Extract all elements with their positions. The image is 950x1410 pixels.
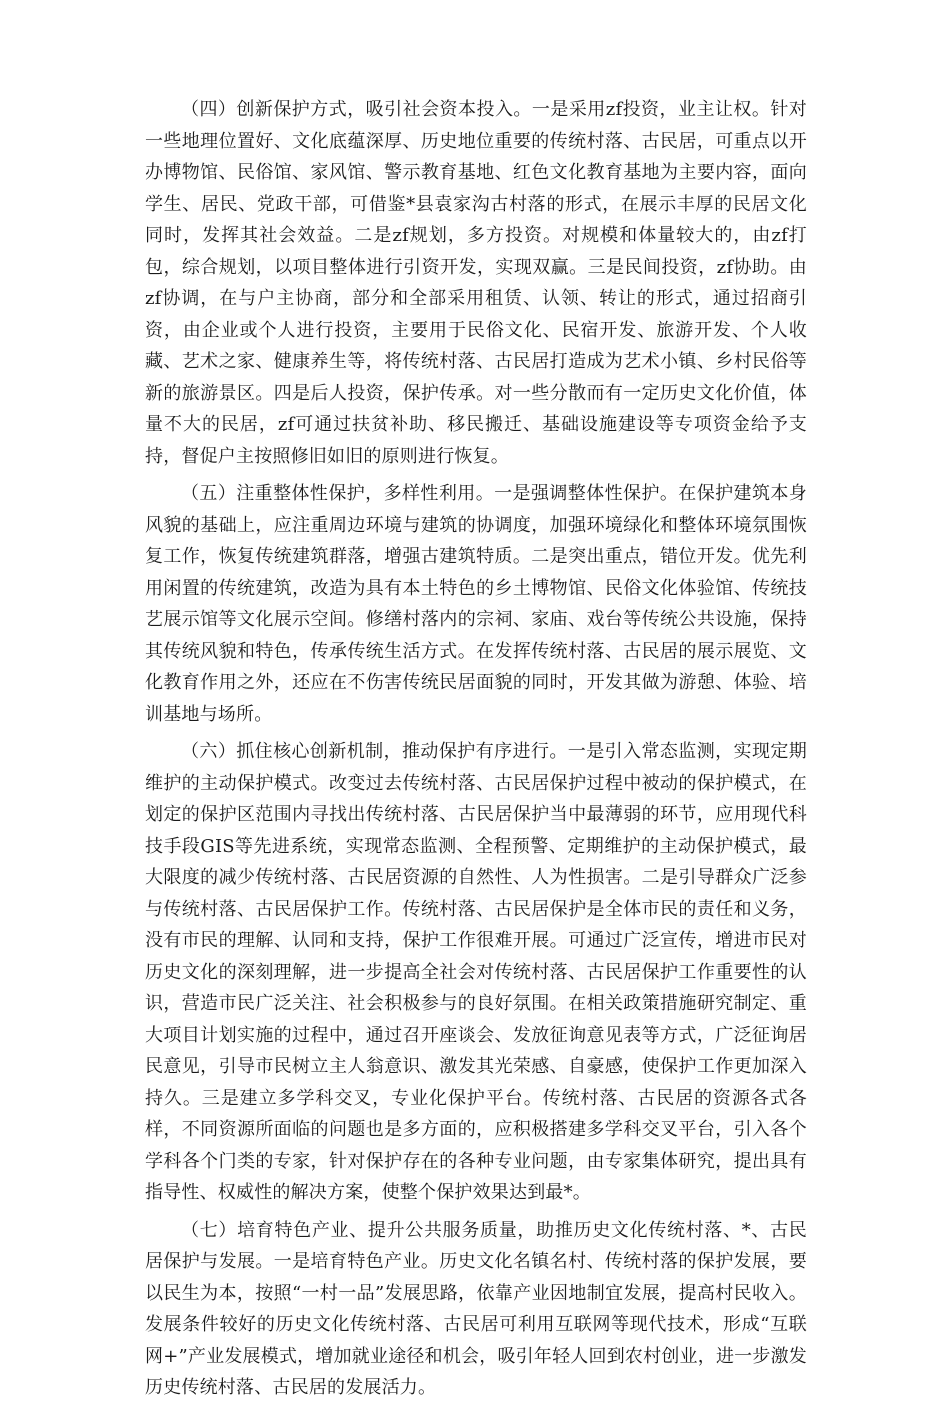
paragraph-section-6: （六）抓住核心创新机制，推动保护有序进行。一是引入常态监测，实现定期维护的主动保护模式。改变过去传统村落、古民居保护过程中被动的保护模式，在划定的保护区范围内寻找出传统村落、古民居保护当中最薄弱的环节，应用现代科技手段GIS等先进系统，实现常态监测、全程预警、定期维护的主动保护模式，最大限度的减少传统村落、古民居资源的自然性、人为性损害。二是引导群众广泛参与传统村落、古民居保护工作。传统村落、古民居保护是全体市民的责任和义务，没有市民的理解、认同和支持，保护工作很难开展。可通过广泛宣传，增进市民对历史文化的深刻理解，进一步提高全社会对传统村落、古民居保护工作重要性的认识，营造市民广泛关注、社会积极参与的良好氛围。在相关政策措施研究制定、重大项目计划实施的过程中，通过召开座谈会、发放征询意见表等方式，广泛征询居民意见，引导市民树立主人翁意识、激发其光荣感、自豪感，使保护工作更加深入持久。三是建立多学科交叉，专业化保护平台。传统村落、古民居的资源各式各样，不同资源所面临的问题也是多方面的，应积极搭建多学科交叉平台，引入各个学科各个门类的专家，针对保护存在的各种专业问题，由专家集体研究，提出具有指导性、权威性的解决方案，使整个保护效果达到最*。 xyxy=(145,741,807,1203)
paragraph-section-7: （七）培育特色产业、提升公共服务质量，助推历史文化传统村落、*、古民居保护与发展。一是培育特色产业。历史文化名镇名村、传统村落的保护发展，要以民生为本，按照“一村一品”发展思路，依靠产业因地制宜发展，提高村民收入。发展条件较好的历史文化传统村落、古民居可利用互联网等现代技术，形成“互联网+”产业发展模式，增加就业途径和机会，吸引年轻人回到农村创业，进一步激发历史传统村落、古民居的发展活力。 xyxy=(145,1219,807,1398)
paragraph-section-4: （四）创新保护方式，吸引社会资本投入。一是采用zf投资，业主让权。针对一些地理位置好、文化底蕴深厚、历史地位重要的传统村落、古民居，可重点以开办博物馆、民俗馆、家风馆、警示教育基地、红色文化教育基地为主要内容，面向学生、居民、党政干部，可借鉴*县袁家沟古村落的形式，在展示丰厚的民居文化同时，发挥其社会效益。二是zf规划，多方投资。对规模和体量较大的，由zf打包，综合规划，以项目整体进行引资开发，实现双赢。三是民间投资，zf协助。由zf协调，在与户主协商，部分和全部采用租赁、认领、转让的形式，通过招商引资，由企业或个人进行投资，主要用于民俗文化、民宿开发、旅游开发、个人收藏、艺术之家、健康养生等，将传统村落、古民居打造成为艺术小镇、乡村民俗等新的旅游景区。四是后人投资，保护传承。对一些分散而有一定历史文化价值，体量不大的民居，zf可通过扶贫补助、移民搬迁、基础设施建设等专项资金给予支持，督促户主按照修旧如旧的原则进行恢复。 xyxy=(145,99,807,467)
document-body xyxy=(145,94,807,1410)
paragraph-section-5: （五）注重整体性保护，多样性利用。一是强调整体性保护。在保护建筑本身风貌的基础上，应注重周边环境与建筑的协调度，加强环境绿化和整体环境氛围恢复工作，恢复传统建筑群落，增强古建筑特质。二是突出重点，错位开发。优先利用闲置的传统建筑，改造为具有本土特色的乡土博物馆、民俗文化体验馆、传统技艺展示馆等文化展示空间。修缮村落内的宗祠、家庙、戏台等传统公共设施，保持其传统风貌和特色，传承传统生活方式。在发挥传统村落、古民居的展示展览、文化教育作用之外，还应在不伤害传统民居面貌的同时，开发其做为游憩、体验、培训基地与场所。 xyxy=(145,483,807,725)
